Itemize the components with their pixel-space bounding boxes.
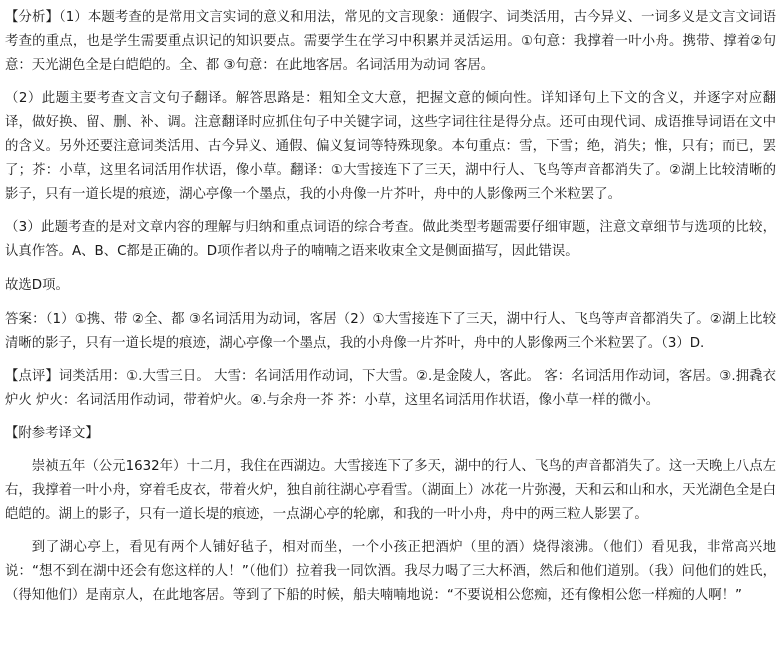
- translation-paragraph-2: 到了湖心亭上，看见有两个人铺好毡子，相对而坐，一个小孩正把酒炉（里的酒）烧得滚沸。（他们）看见我，非常高兴地说：“想不到在湖中还会有您这样的人！”（他们）拉着我一同饮酒。我尽力喝了三大杯酒，然后和他们道别。（我）问他们的姓氏，（得知他们）是南京人，在此地客居。等到了下船的时候，船夫喃喃地说：“不要说相公您痴，还有像相公您一样痴的人啊！”: [5, 540, 776, 603]
- translation-paragraph-1: 崇祯五年（公元1632年）十二月，我住在西湖边。大雪接连下了多天，湖中的行人、飞鸟的声音都消失了。这一天晚上八点左右，我撑着一叶小舟，穿着毛皮衣，带着火炉，独自前往湖心亭看雪。（湖面上）冰花一片弥漫，天和云和山和水，天光湖色全是白皑皑的。湖上的影子，只有一道长堤的痕迹，一点湖心亭的轮廓，和我的一叶小舟，舟中的两三粒人影罢了。: [5, 459, 776, 522]
- analysis-part-3: （3）此题考查的是对文章内容的理解与归纳和重点词语的综合考查。做此类型考题需要仔细审题，注意文章细节与选项的比较，认真作答。A、B、C都是正确的。D项作者以舟子的喃喃之语来收束全文是侧面描写，因此错误。: [5, 220, 776, 259]
- analysis-part-2: （2）此题主要考查文言文句子翻译。解答思路是：粗知全文大意，把握文意的倾向性。详知译句上下文的含义，并逐字对应翻译，做好换、留、删、补、调。注意翻译时应抓住句子中关键字词，这些字词往往是得分点。还可由现代词、成语推导词语在文中的含义。另外还要注意词类活用、古今异义、通假、偏义复词等特殊现象。本句重点：雪，下雪；绝，消失；惟，只有；而已，罢了；芥：小草，这里名词活用作状语，像小草。翻译：①大雪接连下了三天，湖中行人、飞鸟等声音都消失了。②湖上比较清晰的影子，只有一道长堤的痕迹，湖心亭像一个墨点，我的小舟像一片芥叶，舟中的人影像两三个米粒罢了。: [5, 91, 776, 202]
- comment-block: 【点评】词类活用：①.大雪三日。 大雪：名词活用作动词，下大雪。②.是金陵人，客此。 客：名词活用作动词，客居。③.拥毳衣炉火 炉火：名词活用作动词，带着炉火。④.与余舟一芥 芥：小草，这里名词活用作状语，像小草一样的微小。: [5, 369, 776, 408]
- answer-block: 答案：（1）①携、带 ②全、都 ③名词活用为动词，客居（2）①大雪接连下了三天，湖中行人、飞鸟等声音都消失了。②湖上比较清晰的影子，只有一道长堤的痕迹，湖心亭像一个墨点，我的小舟像一片芥叶，舟中的人影像两三个米粒罢了。（3）D.: [5, 312, 776, 351]
- analysis-conclusion: 故选D项。: [5, 278, 69, 293]
- translation-heading: 【附参考译文】: [5, 426, 99, 441]
- analysis-part-1: 【分析】（1）本题考查的是常用文言实词的意义和用法，常见的文言现象：通假字、词类活用，古今异义、一词多义是文言文词语考查的重点，也是学生需要重点识记的知识要点。需要学生在学习中积累并灵活运用。①句意：我撑着一叶小舟。携带、撑着②句意：天光湖色全是白皑皑的。全、都 ③句意：在此地客居。名词活用为动词 客居。: [5, 10, 776, 73]
